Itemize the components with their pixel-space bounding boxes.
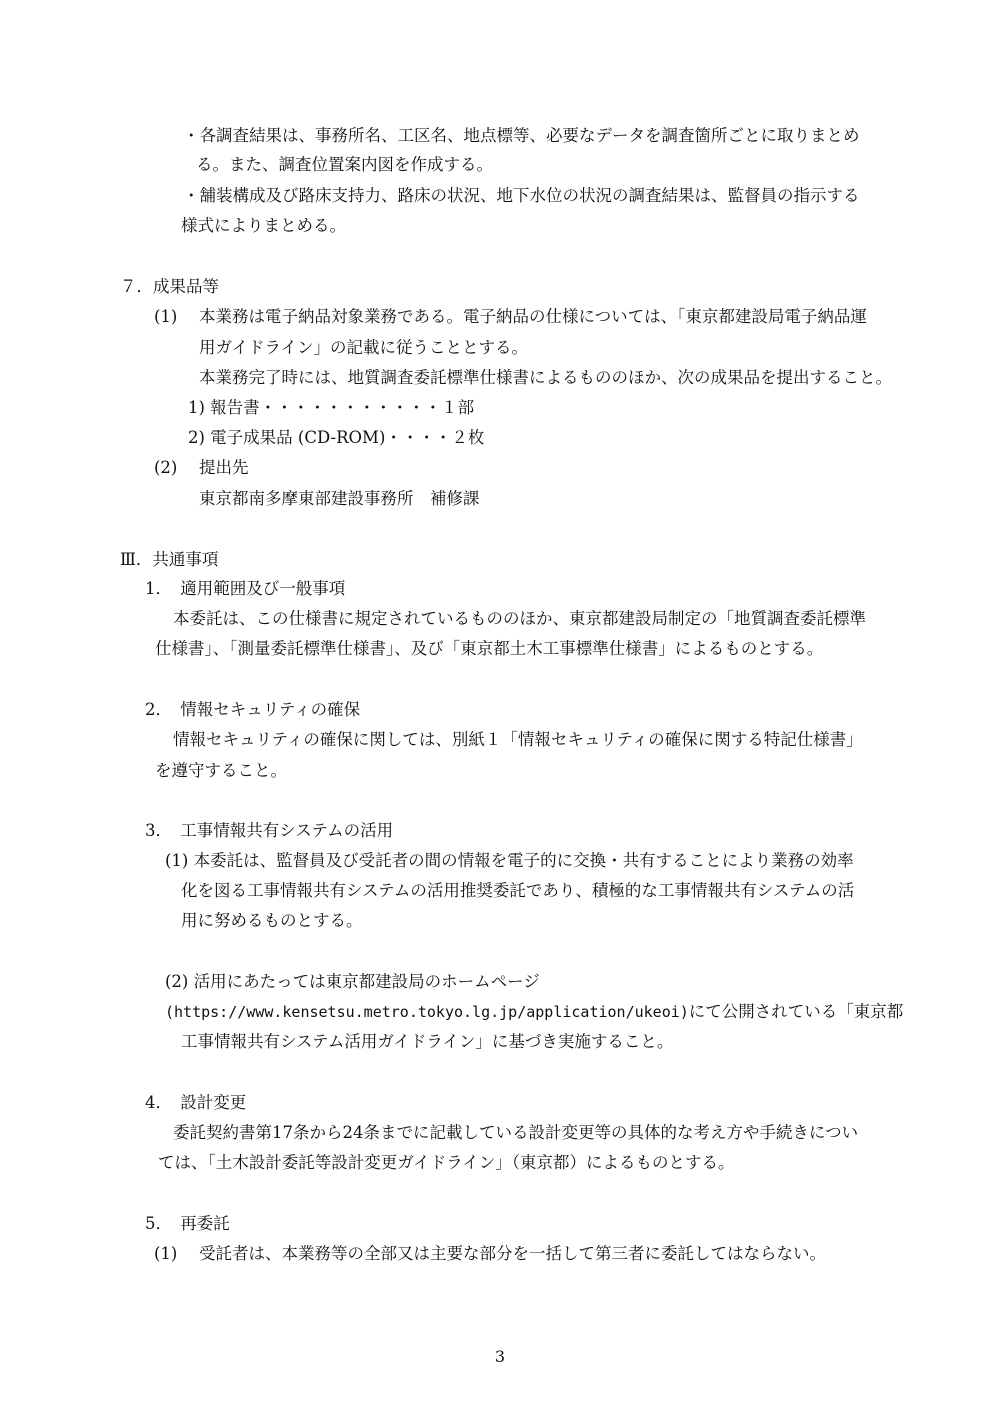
sub-3-p2-line-2	[165, 1000, 903, 1024]
sub-3-p2-line-3: 工事情報共有システム活用ガイドライン」に基づき実施すること。	[181, 1032, 674, 1051]
section-III-heading: Ⅲ．共通事項	[120, 550, 219, 569]
sec7-item1-line-2: 用ガイドライン」の記載に従うこととする。	[199, 338, 529, 357]
bullet-2-line-2: 様式によりまとめる。	[181, 216, 346, 235]
kensetsu-homepage-url: (https://www.kensetsu.metro.tokyo.lg.jp/application/ukeoi)	[165, 1003, 689, 1021]
bullet-1-line-1: ・各調査結果は、事務所名、工区名、地点標等、必要なデータを調査箇所ごとに取りまとめ	[183, 126, 860, 145]
sec7-item1-number: (1)	[154, 307, 178, 326]
sub-1-heading: 1． 適用範囲及び一般事項	[145, 579, 346, 598]
sub-2-line-1: 情報セキュリティの確保に関しては、別紙１「情報セキュリティの確保に関する特記仕様書」	[173, 730, 863, 749]
sub-4-line-1: 委託契約書第17条から24条までに記載している設計変更等の具体的な考え方や手続きについ	[173, 1123, 859, 1142]
sec7-item1-line-1: 本業務は電子納品対象業務である。電子納品の仕様については、「東京都建設局電子納品運	[199, 307, 867, 326]
sub-3-p2-line-1: (2) 活用にあたっては東京都建設局のホームページ	[165, 972, 540, 991]
sub-5-heading: 5． 再委託	[145, 1214, 230, 1233]
section-7-heading: ７．成果品等	[120, 277, 219, 296]
page-number: 3	[494, 1347, 506, 1366]
sub-3-p2-line-2-rest: にて公開されている「東京都	[688, 1002, 904, 1021]
sub-3-p1-line-2: 化を図る工事情報共有システムの活用推奨委託であり、積極的な工事情報共有システムの活	[181, 881, 855, 900]
sub-2-line-2: を遵守すること。	[155, 761, 287, 780]
sub-3-p1-line-1: (1) 本委託は、監督員及び受託者の間の情報を電子的に交換・共有することにより業務の効率	[165, 851, 854, 870]
sub-5-item1-number: (1)	[154, 1244, 178, 1263]
bullet-2-line-1: ・舗装構成及び路床支持力、路床の状況、地下水位の状況の調査結果は、監督員の指示する	[183, 186, 860, 205]
deliverable-report: 1) 報告書・・・・・・・・・・・１部	[188, 398, 475, 417]
sub-3-heading: 3． 工事情報共有システムの活用	[145, 821, 394, 840]
sec7-item2-label: 提出先	[199, 458, 249, 477]
sub-1-line-2: 仕様書」、「測量委託標準仕様書」、及び「東京都土木工事標準仕様書」によるものとする。	[155, 639, 824, 658]
sub-1-line-1: 本委託は、この仕様書に規定されているもののほか、東京都建設局制定の「地質調査委託標準	[173, 609, 866, 628]
sub-3-p1-line-3: 用に努めるものとする。	[181, 911, 363, 930]
sec7-item2-number: (2)	[154, 458, 178, 477]
submission-destination: 東京都南多摩東部建設事務所 補修課	[199, 489, 480, 508]
sub-4-heading: 4． 設計変更	[145, 1093, 247, 1112]
deliverable-cdrom: 2) 電子成果品 (CD-ROM)・・・・２枚	[188, 428, 485, 447]
bullet-1-line-2: る。また、調査位置案内図を作成する。	[196, 155, 493, 174]
sub-2-heading: 2． 情報セキュリティの確保	[145, 700, 361, 719]
sec7-item1-line-3: 本業務完了時には、地質調査委託標準仕様書によるもののほか、次の成果品を提出すること。	[199, 368, 892, 387]
sub-4-line-2: ては、「土木設計委託等設計変更ガイドライン」（東京都）によるものとする。	[158, 1153, 735, 1172]
sub-5-item1-text: 受託者は、本業務等の全部又は主要な部分を一括して第三者に委託してはならない。	[199, 1244, 826, 1263]
